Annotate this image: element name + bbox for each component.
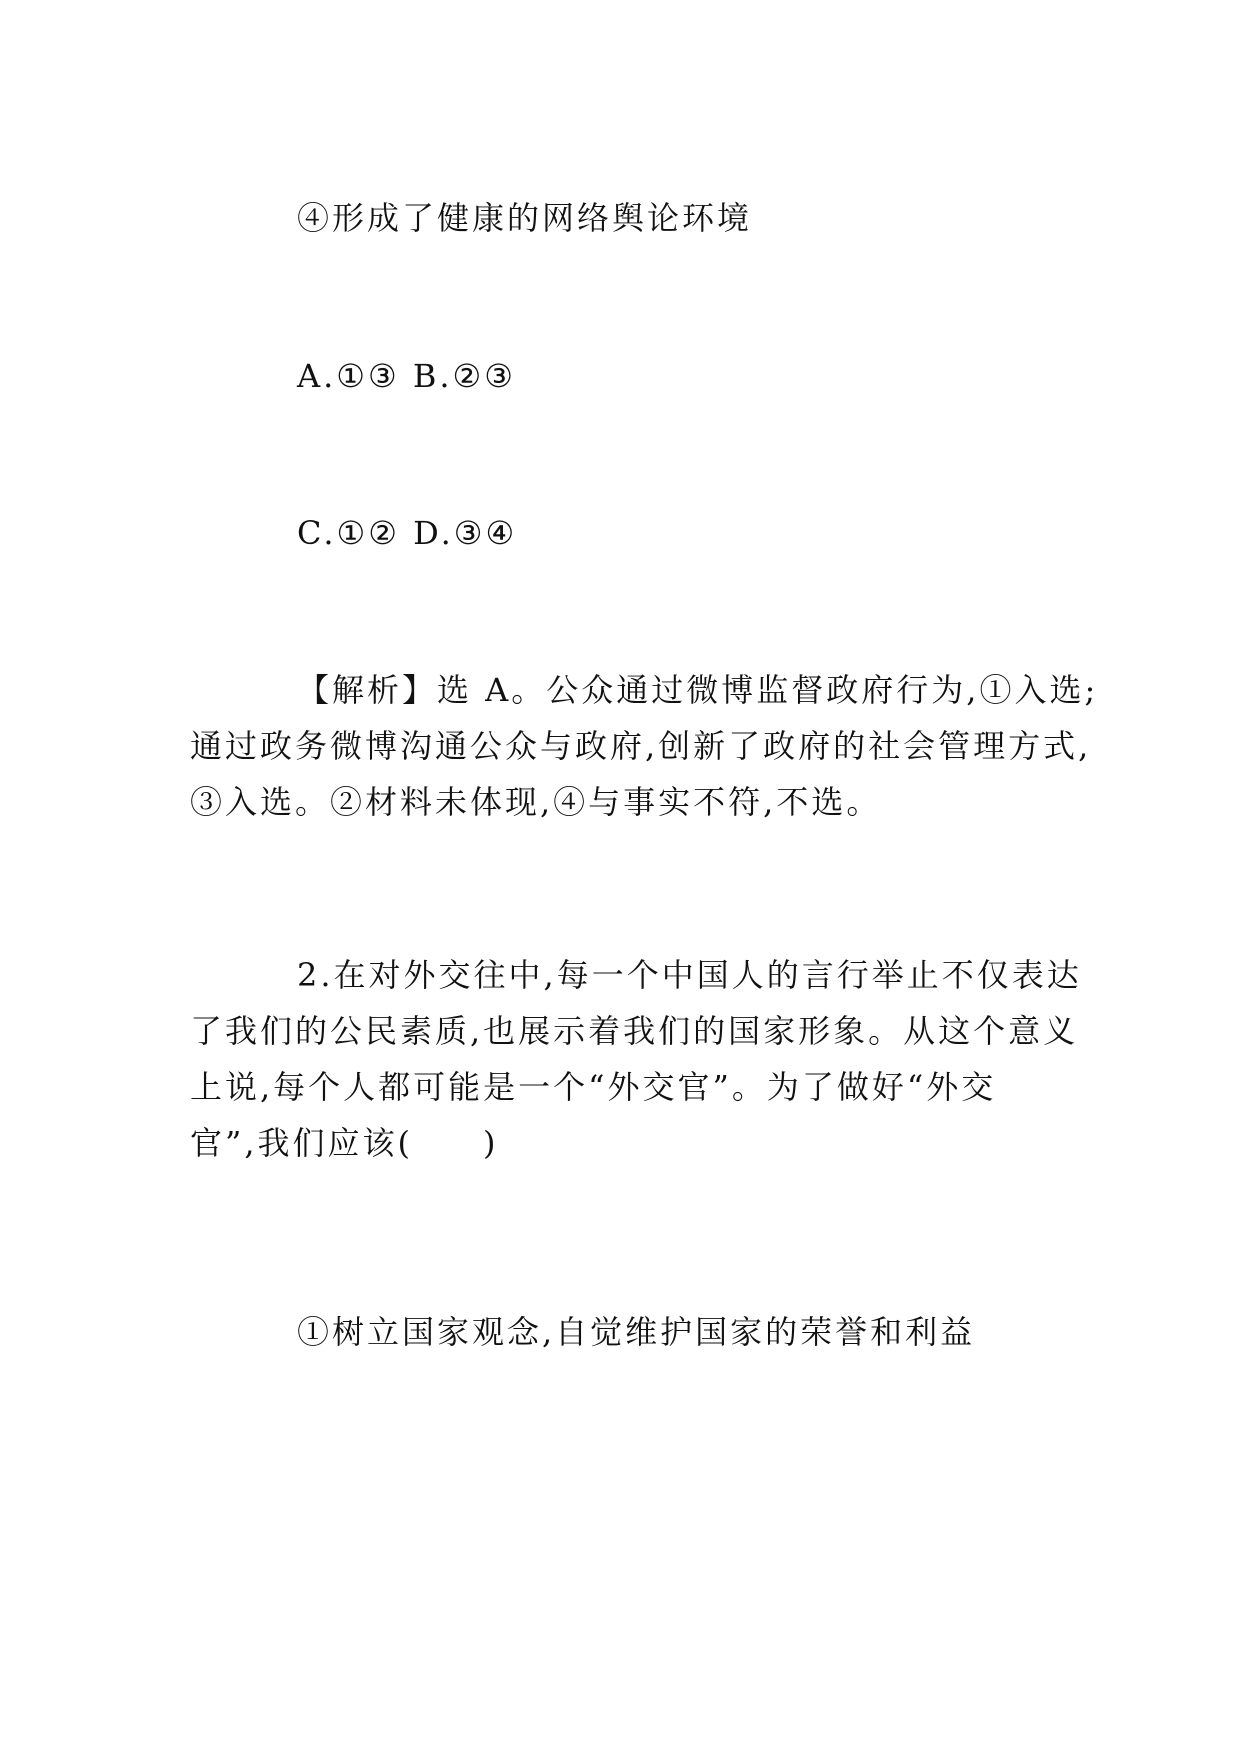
analysis-line: 通过政务微博沟通公众与政府,创新了政府的社会管理方式, <box>190 727 1092 765</box>
question-line: 上说,每个人都可能是一个“外交官”。为了做好“外交 <box>190 1068 997 1106</box>
analysis-line: 【解析】选 A。公众通过微博监督政府行为,①入选; <box>297 671 1099 709</box>
analysis-line: ③入选。②材料未体现,④与事实不符,不选。 <box>190 783 882 821</box>
question-line: 官”,我们应该( ) <box>190 1124 499 1162</box>
q2-stem <box>190 947 1082 1171</box>
q1-analysis <box>190 662 1099 830</box>
q2-option-1: ①树立国家观念,自觉维护国家的荣誉和利益 <box>297 1313 976 1351</box>
question-line: 2.在对外交往中,每一个中国人的言行举止不仅表达 <box>297 956 1082 994</box>
q1-choices-cd: C.①② D.③④ <box>297 514 518 552</box>
q1-option-4: ④形成了健康的网络舆论环境 <box>297 199 753 237</box>
q1-choices-ab: A.①③ B.②③ <box>297 357 516 395</box>
question-line: 了我们的公民素质,也展示着我们的国家形象。从这个意义 <box>190 1012 1079 1050</box>
